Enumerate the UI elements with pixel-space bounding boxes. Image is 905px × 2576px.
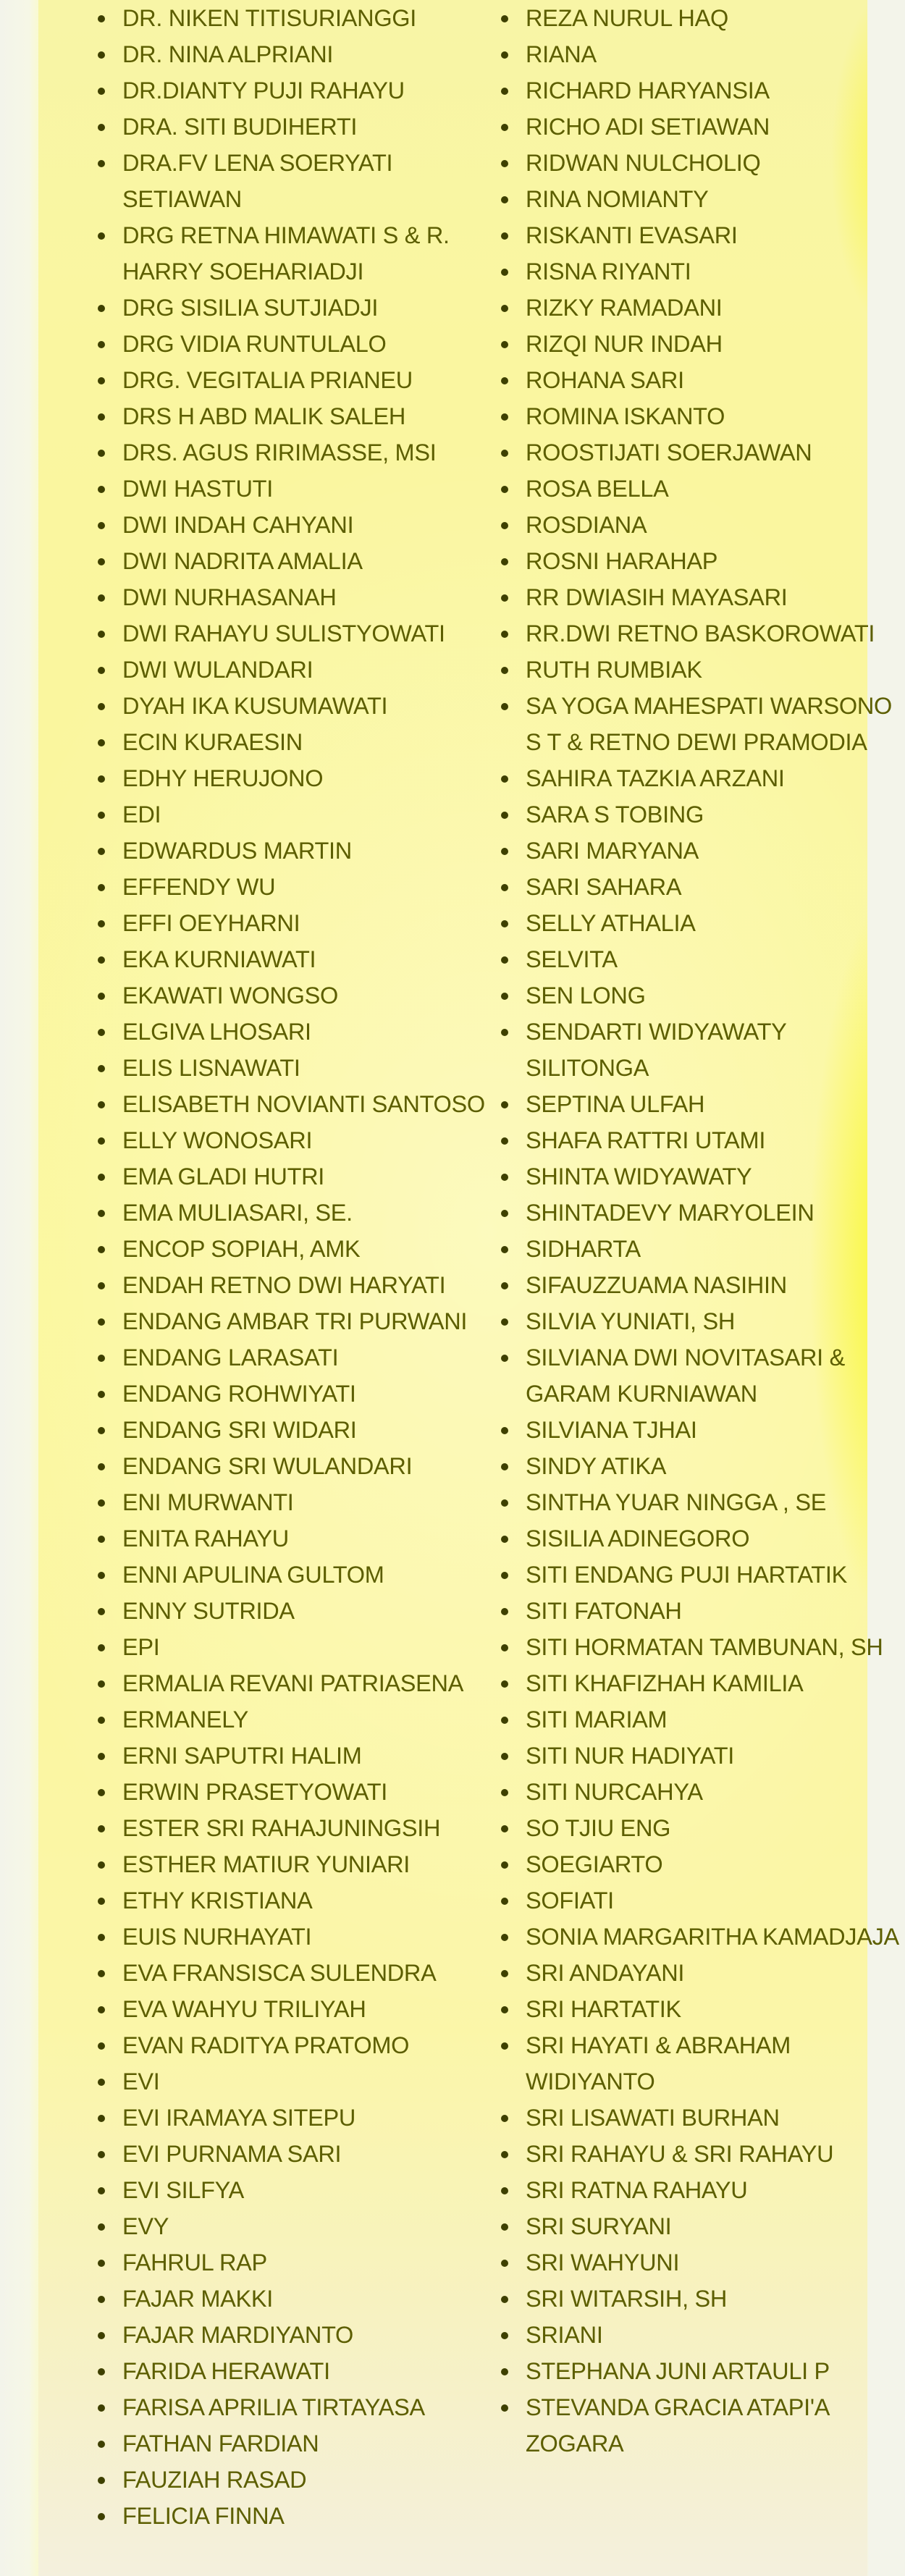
name-list-item: ENDANG LARASATI bbox=[122, 1339, 499, 1376]
name-list-item: ESTER SRI RAHAJUNINGSIH bbox=[122, 1810, 499, 1846]
name-list-item: ENCOP SOPIAH, AMK bbox=[122, 1231, 499, 1267]
name-list-item: ENI MURWANTI bbox=[122, 1484, 499, 1520]
donor-list-panel bbox=[38, 0, 899, 2576]
name-list-item: RIANA bbox=[526, 36, 902, 72]
name-list-item: EPI bbox=[122, 1629, 499, 1665]
name-list-item: SHAFA RATTRI UTAMI bbox=[526, 1122, 902, 1158]
name-list-item: DRG RETNA HIMAWATI S & R. HARRY SOEHARIADJI bbox=[122, 217, 499, 290]
name-list-item: DWI WULANDARI bbox=[122, 652, 499, 688]
name-list-item: ROSA BELLA bbox=[526, 471, 902, 507]
name-list-item: SEN LONG bbox=[526, 977, 902, 1014]
name-list-item: FAUZIAH RASAD bbox=[122, 2462, 499, 2498]
name-list-item: SIDHARTA bbox=[526, 1231, 902, 1267]
name-list-item: EMA MULIASARI, SE. bbox=[122, 1195, 499, 1231]
name-list-item: SIFAUZZUAMA NASIHIN bbox=[526, 1267, 902, 1303]
name-list-item: EVY bbox=[122, 2208, 499, 2244]
name-list-item: DRA. SITI BUDIHERTI bbox=[122, 109, 499, 145]
name-list-item: SITI ENDANG PUJI HARTATIK bbox=[526, 1557, 902, 1593]
name-list-item: ENNI APULINA GULTOM bbox=[122, 1557, 499, 1593]
name-list-item: DR. NIKEN TITISURIANGGI bbox=[122, 0, 499, 36]
name-list-item: SRI RAHAYU & SRI RAHAYU bbox=[526, 2136, 902, 2172]
name-list-item: ERNI SAPUTRI HALIM bbox=[122, 1738, 499, 1774]
name-list-item: SRI LISAWATI BURHAN bbox=[526, 2100, 902, 2136]
name-list-item: SARI MARYANA bbox=[526, 833, 902, 869]
name-list-item: ELLY WONOSARI bbox=[122, 1122, 499, 1158]
name-list-item: EMA GLADI HUTRI bbox=[122, 1158, 499, 1195]
name-list-item: SITI MARIAM bbox=[526, 1701, 902, 1738]
name-list-item: FAJAR MARDIYANTO bbox=[122, 2317, 499, 2353]
name-list-item: ECIN KURAESIN bbox=[122, 724, 499, 760]
name-list-item: DWI HASTUTI bbox=[122, 471, 499, 507]
name-list-item: SENDARTI WIDYAWATY SILITONGA bbox=[526, 1014, 902, 1086]
name-list-item: DR.DIANTY PUJI RAHAYU bbox=[122, 72, 499, 109]
name-list-item: SEPTINA ULFAH bbox=[526, 1086, 902, 1122]
name-list-item: DYAH IKA KUSUMAWATI bbox=[122, 688, 499, 724]
name-list-item: EFFENDY WU bbox=[122, 869, 499, 905]
name-list-item: EVI bbox=[122, 2063, 499, 2100]
name-list-item: ERMANELY bbox=[122, 1701, 499, 1738]
name-list-item: SITI HORMATAN TAMBUNAN, SH bbox=[526, 1629, 902, 1665]
name-list-item: EVI PURNAMA SARI bbox=[122, 2136, 499, 2172]
name-list-item: DWI RAHAYU SULISTYOWATI bbox=[122, 615, 499, 652]
name-list-item: DRS. AGUS RIRIMASSE, MSI bbox=[122, 434, 499, 471]
name-list-item: ELGIVA LHOSARI bbox=[122, 1014, 499, 1050]
name-list-item: EKA KURNIAWATI bbox=[122, 941, 499, 977]
name-list-item: SAHIRA TAZKIA ARZANI bbox=[526, 760, 902, 796]
name-list-item: STEPHANA JUNI ARTAULI P bbox=[526, 2353, 902, 2389]
name-list-item: DRG VIDIA RUNTULALO bbox=[122, 326, 499, 362]
name-list-item: SISILIA ADINEGORO bbox=[526, 1520, 902, 1557]
name-list-item: ENDANG AMBAR TRI PURWANI bbox=[122, 1303, 499, 1339]
name-list-item: STEVANDA GRACIA ATAPI'A ZOGARA bbox=[526, 2389, 902, 2462]
name-list-item: ELIS LISNAWATI bbox=[122, 1050, 499, 1086]
name-list-item: SARA S TOBING bbox=[526, 796, 902, 833]
name-list-item: RICHO ADI SETIAWAN bbox=[526, 109, 902, 145]
name-list-item: RIDWAN NULCHOLIQ bbox=[526, 145, 902, 181]
name-list-item: FARIDA HERAWATI bbox=[122, 2353, 499, 2389]
name-list-item: DWI NURHASANAH bbox=[122, 579, 499, 615]
name-list-item: ROSNI HARAHAP bbox=[526, 543, 902, 579]
name-list-item: SRIANI bbox=[526, 2317, 902, 2353]
name-list-item: ROSDIANA bbox=[526, 507, 902, 543]
name-list-item: RUTH RUMBIAK bbox=[526, 652, 902, 688]
name-list-item: EKAWATI WONGSO bbox=[122, 977, 499, 1014]
name-list-item: RR.DWI RETNO BASKOROWATI bbox=[526, 615, 902, 652]
name-list-item: SILVIANA TJHAI bbox=[526, 1412, 902, 1448]
name-list-item: SO TJIU ENG bbox=[526, 1810, 902, 1846]
name-list-item: EDWARDUS MARTIN bbox=[122, 833, 499, 869]
name-list-item: SA YOGA MAHESPATI WARSONO S T & RETNO DEWI PRAMODIA bbox=[526, 688, 902, 760]
name-list-item: DRS H ABD MALIK SALEH bbox=[122, 398, 499, 434]
name-list-item: EDI bbox=[122, 796, 499, 833]
name-list-item: SITI KHAFIZHAH KAMILIA bbox=[526, 1665, 902, 1701]
name-list-item: RISNA RIYANTI bbox=[526, 253, 902, 290]
name-list-item: RR DWIASIH MAYASARI bbox=[526, 579, 902, 615]
name-list-item: ENDANG ROHWIYATI bbox=[122, 1376, 499, 1412]
name-list-item: DRG. VEGITALIA PRIANEU bbox=[122, 362, 499, 398]
name-list-item: SOFIATI bbox=[526, 1882, 902, 1919]
name-list-item: ROHANA SARI bbox=[526, 362, 902, 398]
name-list-item: EVA FRANSISCA SULENDRA bbox=[122, 1955, 499, 1991]
name-list-item: SINTHA YUAR NINGGA , SE bbox=[526, 1484, 902, 1520]
name-list-item: SITI FATONAH bbox=[526, 1593, 902, 1629]
name-list-item: ROMINA ISKANTO bbox=[526, 398, 902, 434]
name-list-item: SRI SURYANI bbox=[526, 2208, 902, 2244]
name-list-item: ERWIN PRASETYOWATI bbox=[122, 1774, 499, 1810]
name-list-item: SITI NUR HADIYATI bbox=[526, 1738, 902, 1774]
name-list-item: SRI HAYATI & ABRAHAM WIDIYANTO bbox=[526, 2027, 902, 2100]
name-list-item: DRG SISILIA SUTJIADJI bbox=[122, 290, 499, 326]
name-list-left-column bbox=[122, 0, 499, 2534]
name-list-item: ETHY KRISTIANA bbox=[122, 1882, 499, 1919]
name-list-right-column bbox=[526, 0, 902, 2462]
name-list-item: RICHARD HARYANSIA bbox=[526, 72, 902, 109]
name-list-item: FAHRUL RAP bbox=[122, 2244, 499, 2281]
name-list-item: ENNY SUTRIDA bbox=[122, 1593, 499, 1629]
name-list-item: RINA NOMIANTY bbox=[526, 181, 902, 217]
name-list-item: SILVIANA DWI NOVITASARI & GARAM KURNIAWAN bbox=[526, 1339, 902, 1412]
name-list-item: RIZQI NUR INDAH bbox=[526, 326, 902, 362]
name-list-item: DWI NADRITA AMALIA bbox=[122, 543, 499, 579]
name-list-item: SHINTADEVY MARYOLEIN bbox=[526, 1195, 902, 1231]
name-list-item: ENDANG SRI WIDARI bbox=[122, 1412, 499, 1448]
name-list-item: ERMALIA REVANI PATRIASENA bbox=[122, 1665, 499, 1701]
name-list-item: ENITA RAHAYU bbox=[122, 1520, 499, 1557]
name-list-item: SINDY ATIKA bbox=[526, 1448, 902, 1484]
name-list-item: SONIA MARGARITHA KAMADJAJA bbox=[526, 1919, 902, 1955]
name-list-item: SOEGIARTO bbox=[526, 1846, 902, 1882]
name-list-item: DRA.FV LENA SOERYATI SETIAWAN bbox=[122, 145, 499, 217]
name-list-item: SILVIA YUNIATI, SH bbox=[526, 1303, 902, 1339]
name-list-item: SRI ANDAYANI bbox=[526, 1955, 902, 1991]
name-list-item: ENDAH RETNO DWI HARYATI bbox=[122, 1267, 499, 1303]
name-list-item: FELICIA FINNA bbox=[122, 2498, 499, 2534]
name-list-item: SRI RATNA RAHAYU bbox=[526, 2172, 902, 2208]
name-list-item: SRI HARTATIK bbox=[526, 1991, 902, 2027]
name-list-item: EVAN RADITYA PRATOMO bbox=[122, 2027, 499, 2063]
name-list-item: SHINTA WIDYAWATY bbox=[526, 1158, 902, 1195]
name-list-item: ENDANG SRI WULANDARI bbox=[122, 1448, 499, 1484]
name-list-item: SRI WAHYUNI bbox=[526, 2244, 902, 2281]
name-list-item: SELVITA bbox=[526, 941, 902, 977]
name-list-item: REZA NURUL HAQ bbox=[526, 0, 902, 36]
name-list-item: SITI NURCAHYA bbox=[526, 1774, 902, 1810]
name-list-item: RISKANTI EVASARI bbox=[526, 217, 902, 253]
name-list-item: ELISABETH NOVIANTI SANTOSO bbox=[122, 1086, 499, 1122]
name-list-item: EVI IRAMAYA SITEPU bbox=[122, 2100, 499, 2136]
name-list-item: EVI SILFYA bbox=[122, 2172, 499, 2208]
name-list-item: SARI SAHARA bbox=[526, 869, 902, 905]
name-list-item: DWI INDAH CAHYANI bbox=[122, 507, 499, 543]
name-list-item: SRI WITARSIH, SH bbox=[526, 2281, 902, 2317]
name-list-item: EDHY HERUJONO bbox=[122, 760, 499, 796]
name-list-item: SELLY ATHALIA bbox=[526, 905, 902, 941]
name-list-item: DR. NINA ALPRIANI bbox=[122, 36, 499, 72]
name-list-item: EVA WAHYU TRILIYAH bbox=[122, 1991, 499, 2027]
name-list-item: EUIS NURHAYATI bbox=[122, 1919, 499, 1955]
name-list-item: FAJAR MAKKI bbox=[122, 2281, 499, 2317]
name-list-item: FATHAN FARDIAN bbox=[122, 2425, 499, 2462]
name-list-item: FARISA APRILIA TIRTAYASA bbox=[122, 2389, 499, 2425]
name-list-item: RIZKY RAMADANI bbox=[526, 290, 902, 326]
name-list-item: ESTHER MATIUR YUNIARI bbox=[122, 1846, 499, 1882]
name-list-item: ROOSTIJATI SOERJAWAN bbox=[526, 434, 902, 471]
name-list-item: EFFI OEYHARNI bbox=[122, 905, 499, 941]
